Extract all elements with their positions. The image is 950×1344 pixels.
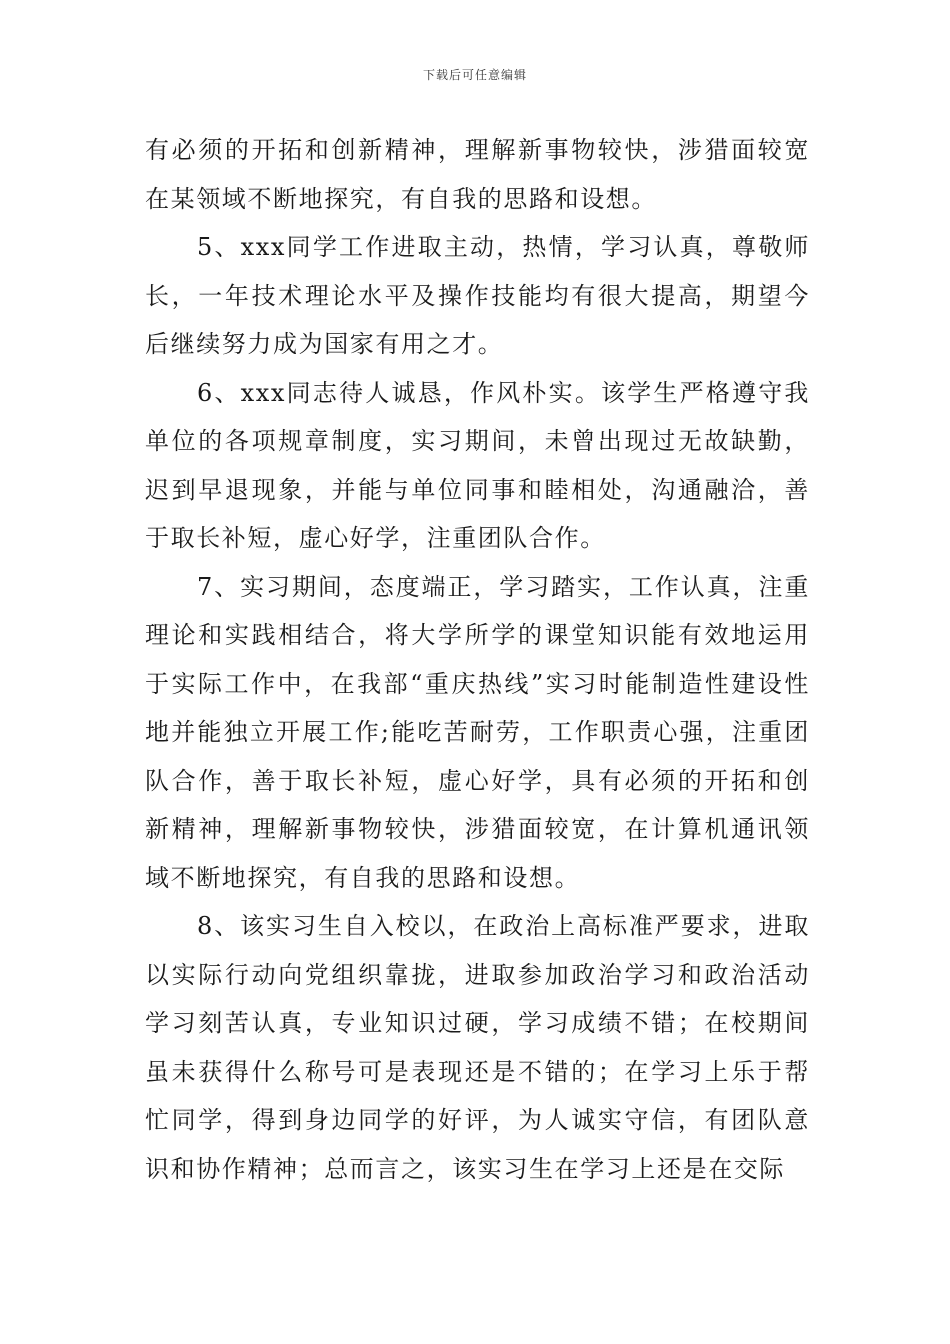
paragraph-item-8: 8、该实习生自入校以，在政治上高标准严要求，进取以实际行动向党组织靠拢，进取参加政治学习和政治活动学习刻苦认真，专业知识过硬，学习成绩不错；在校期间虽未获得什么称号可是表现还是不错的；在学习上乐于帮忙同学，得到身边同学的好评，为人诚实守信，有团队意识和协作精神；总而言之，该实习生在学习上还是在交际: [145, 912, 810, 1183]
paragraph-item-6: 6、xxx同志待人诚恳，作风朴实。该学生严格遵守我单位的各项规章制度，实习期间，未曾出现过无故缺勤，迟到早退现象，并能与单位同事和睦相处，沟通融洽，善于取长补短，虚心好学，注重团队合作。: [145, 378, 810, 552]
page-header: 下载后可任意编辑: [422, 68, 527, 82]
document-body: [145, 126, 810, 1193]
paragraph-item-7: 7、实习期间，态度端正，学习踏实，工作认真，注重理论和实践相结合，将大学所学的课堂知识能有效地运用于实际工作中，在我部“重庆热线”实习时能制造性建设性地并能独立开展工作;能吃苦耐劳，工作职责心强，注重团队合作，善于取长补短，虚心好学，具有必须的开拓和创新精神，理解新事物较快，涉猎面较宽，在计算机通讯领域不断地探究，有自我的思路和设想。: [145, 572, 810, 892]
paragraph-item-5: 5、xxx同学工作进取主动，热情，学习认真，尊敬师长，一年技术理论水平及操作技能均有很大提高，期望今后继续努力成为国家有用之才。: [145, 233, 810, 358]
paragraph-continuation: 有必须的开拓和创新精神，理解新事物较快，涉猎面较宽在某领域不断地探究，有自我的思路和设想。: [145, 136, 810, 213]
